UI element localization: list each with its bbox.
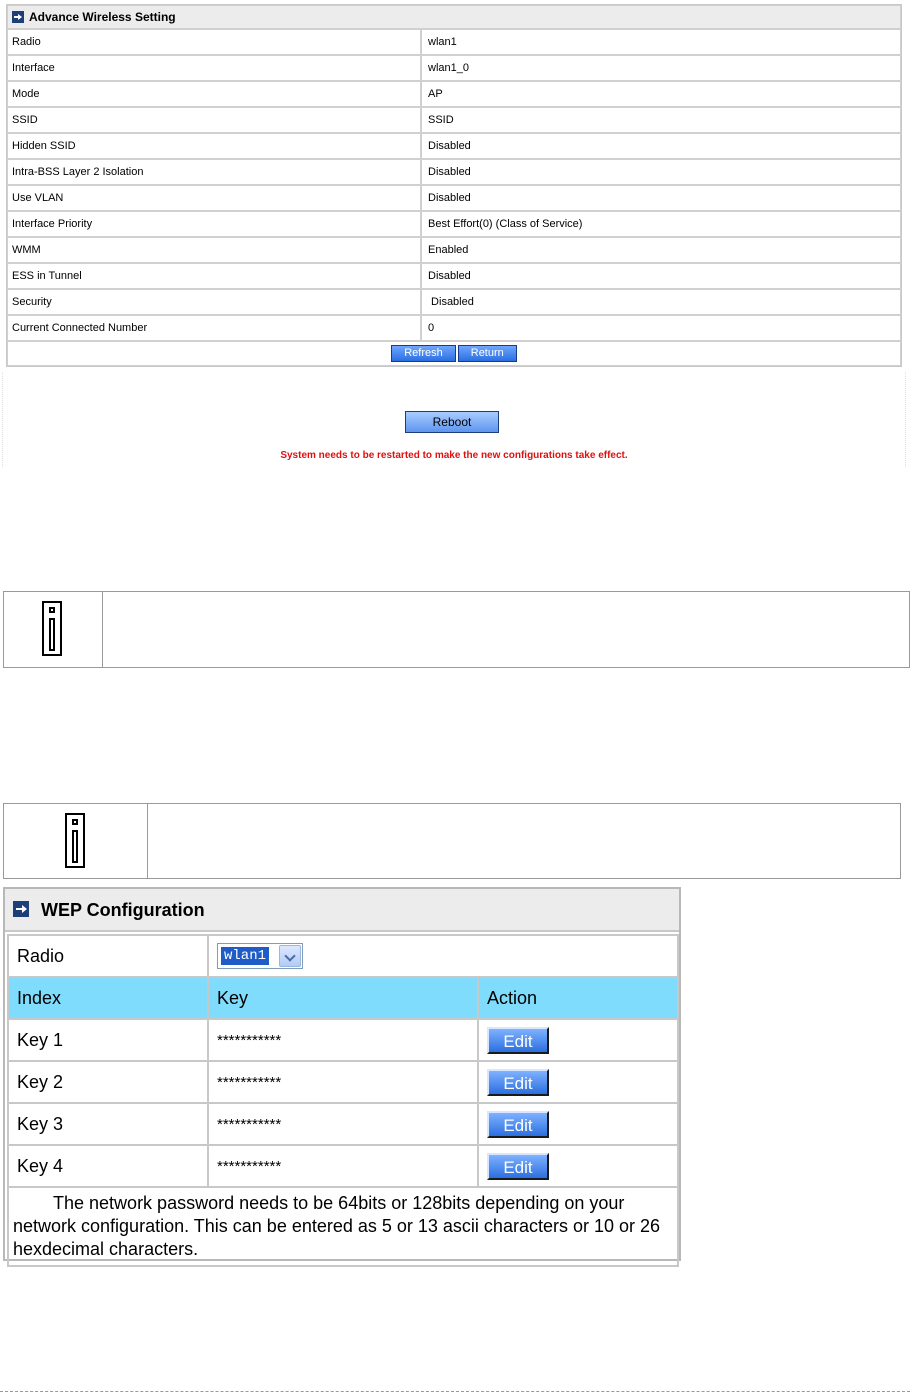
- row-value: Enabled: [421, 237, 901, 263]
- table-row: [7, 211, 901, 237]
- row-label: SSID: [7, 107, 421, 133]
- info-icon: [42, 601, 62, 656]
- info-note-box: [3, 803, 901, 879]
- info-icon-cell: [4, 592, 103, 667]
- arrow-right-icon: [13, 901, 29, 917]
- edit-key-1-button[interactable]: Edit: [487, 1027, 549, 1054]
- table-row: [7, 133, 901, 159]
- table-row: [8, 1019, 678, 1061]
- table-row: [7, 107, 901, 133]
- table-row: [7, 263, 901, 289]
- row-value: Disabled: [421, 289, 901, 315]
- row-value: wlan1: [421, 29, 901, 55]
- row-label: Radio: [7, 29, 421, 55]
- key-index: Key 2: [8, 1061, 208, 1103]
- radio-select[interactable]: [217, 943, 303, 969]
- row-label: Current Connected Number: [7, 315, 421, 341]
- info-icon-cell: [4, 804, 148, 878]
- row-value: SSID: [421, 107, 901, 133]
- row-label: Intra-BSS Layer 2 Isolation: [7, 159, 421, 185]
- table-row: [7, 29, 901, 55]
- table-header-row: [8, 977, 678, 1019]
- table-row: [8, 1103, 678, 1145]
- table-row: [7, 237, 901, 263]
- table-row: [7, 315, 901, 341]
- key-value: ***********: [208, 1061, 478, 1103]
- wep-configuration-panel: [3, 887, 681, 1261]
- note-row: [8, 1187, 678, 1266]
- edit-key-2-button[interactable]: Edit: [487, 1069, 549, 1096]
- radio-selected-value: wlan1: [221, 947, 269, 965]
- edit-key-4-button[interactable]: Edit: [487, 1153, 549, 1180]
- arrow-right-icon: [12, 11, 24, 23]
- panel-title: Advance Wireless Setting: [29, 10, 176, 24]
- chevron-down-icon[interactable]: [279, 945, 301, 967]
- panel-header: [7, 5, 901, 29]
- info-icon: [65, 813, 85, 868]
- panel-header: [5, 889, 679, 932]
- row-value: Best Effort(0) (Class of Service): [421, 211, 901, 237]
- wep-password-note: The network password needs to be 64bits or 128bits depending on your network configuration. This can be entered as 5 or 13 ascii characters or 10 or 26 hexdecimal characters.: [8, 1187, 678, 1266]
- radio-label: Radio: [8, 935, 208, 977]
- row-value: Disabled: [421, 263, 901, 289]
- row-value: Disabled: [421, 159, 901, 185]
- restart-warning: System needs to be restarted to make the new configurations take effect.: [280, 450, 628, 461]
- row-label: Use VLAN: [7, 185, 421, 211]
- row-label: Interface: [7, 55, 421, 81]
- info-note-box: [3, 591, 910, 668]
- table-row: [8, 1061, 678, 1103]
- row-label: Mode: [7, 81, 421, 107]
- refresh-button[interactable]: Refresh: [391, 345, 456, 362]
- edit-key-3-button[interactable]: Edit: [487, 1111, 549, 1138]
- panel-title: WEP Configuration: [41, 900, 205, 920]
- wep-key-table: [7, 934, 679, 1267]
- button-row: [7, 341, 901, 366]
- reboot-button[interactable]: Reboot: [405, 411, 499, 433]
- column-header-index: Index: [8, 977, 208, 1019]
- radio-row: [8, 935, 678, 977]
- row-value: wlan1_0: [421, 55, 901, 81]
- row-label: Security: [7, 289, 421, 315]
- row-value: Disabled: [421, 185, 901, 211]
- key-value: ***********: [208, 1145, 478, 1187]
- column-header-action: Action: [478, 977, 678, 1019]
- key-index: Key 3: [8, 1103, 208, 1145]
- table-row: [7, 185, 901, 211]
- key-index: Key 4: [8, 1145, 208, 1187]
- key-value: ***********: [208, 1103, 478, 1145]
- table-row: [7, 289, 901, 315]
- key-index: Key 1: [8, 1019, 208, 1061]
- page-divider: [0, 1391, 910, 1392]
- row-label: ESS in Tunnel: [7, 263, 421, 289]
- key-value: ***********: [208, 1019, 478, 1061]
- row-value: Disabled: [421, 133, 901, 159]
- row-label: Hidden SSID: [7, 133, 421, 159]
- row-value: 0: [421, 315, 901, 341]
- column-header-key: Key: [208, 977, 478, 1019]
- row-label: Interface Priority: [7, 211, 421, 237]
- row-value: AP: [421, 81, 901, 107]
- table-row: [7, 159, 901, 185]
- table-row: [7, 81, 901, 107]
- return-button[interactable]: Return: [458, 345, 517, 362]
- table-row: [7, 55, 901, 81]
- table-row: [8, 1145, 678, 1187]
- row-label: WMM: [7, 237, 421, 263]
- advance-wireless-table: [6, 4, 902, 367]
- advance-wireless-setting-panel: [2, 2, 906, 465]
